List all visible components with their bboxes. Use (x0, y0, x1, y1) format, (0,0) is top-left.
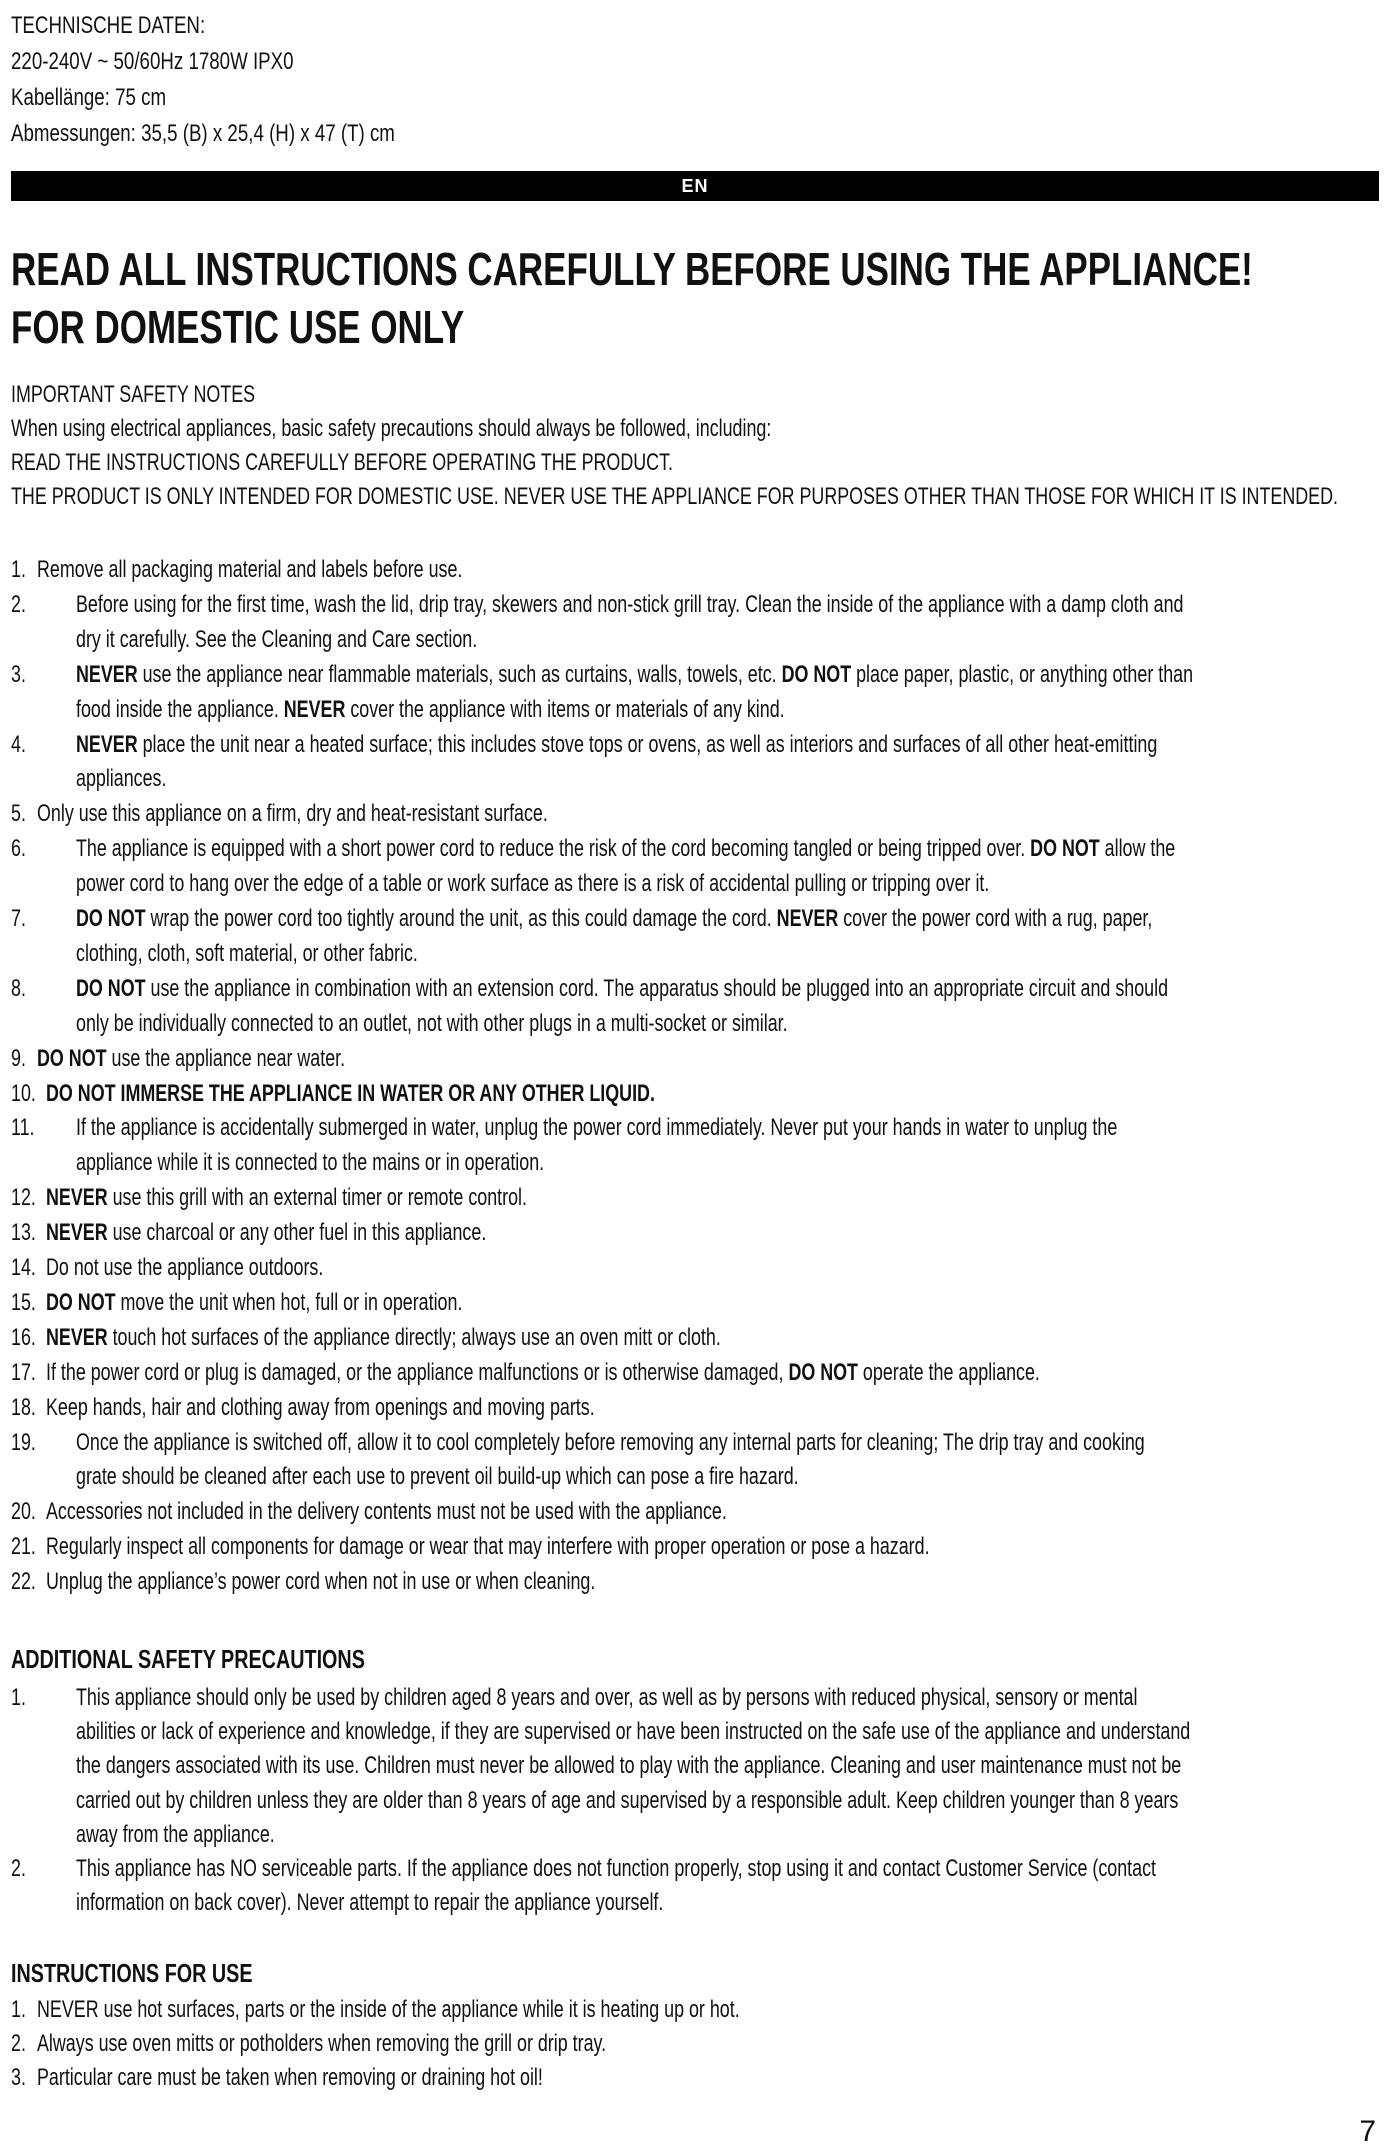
additional-title: ADDITIONAL SAFETY PRECAUTIONS (11, 1644, 365, 1674)
list-item-number: 2. (11, 2030, 26, 2057)
body-text: Keep hands, hair and clothing away from openings and moving parts. (46, 1393, 595, 1421)
emphasis-text: DO NOT (46, 1288, 116, 1316)
list-item-line (46, 1180, 527, 1215)
list-item-line (46, 1494, 727, 1529)
emphasis-text: DO NOT (76, 905, 146, 932)
list-item-line (37, 2026, 606, 2061)
body-text: abilities or lack of experience and knowledge, if they are supervised or have been instructed on the safe use of the appliance and understand (76, 1718, 1191, 1746)
list-item-number: 15. (11, 1288, 36, 1316)
list-item-line (76, 1885, 663, 1920)
list-item-number: 1. (11, 1684, 26, 1711)
list-item-number: 3. (11, 2064, 26, 2091)
body-text: Once the appliance is switched off, allow it to cool completely before removing any internal parts for cleaning; The drip tray and cooking (76, 1428, 1145, 1456)
list-item-line (37, 552, 462, 587)
list-item-line (76, 1006, 788, 1041)
list-item-number: 1. (11, 556, 26, 583)
body-text: information on back cover). Never attempt to repair the appliance yourself. (76, 1889, 664, 1917)
body-text: move the unit when hot, full or in operation. (115, 1288, 463, 1316)
emphasis-text: DO NOT IMMERSE THE APPLIANCE IN WATER OR ANY OTHER LIQUID. (46, 1079, 655, 1107)
emphasis-text: DO NOT (781, 660, 852, 688)
headline-line2: FOR DOMESTIC USE ONLY (11, 301, 465, 353)
list-item-line (76, 831, 1175, 866)
list-item-line (46, 1564, 595, 1599)
body-text: use the appliance near flammable materials, such as curtains, walls, towels, etc. (137, 660, 782, 688)
list-item-line (46, 1390, 595, 1425)
emphasis-text: NEVER (76, 660, 138, 688)
list-item-number: 10. (11, 1079, 36, 1107)
body-text: operate the appliance. (857, 1358, 1040, 1386)
intro-title: IMPORTANT SAFETY NOTES (11, 381, 256, 408)
body-text: place paper, plastic, or anything other than (851, 660, 1194, 688)
headline (11, 240, 1377, 356)
list-item-line (76, 1851, 1156, 1886)
list-item-number: 1. (11, 1996, 26, 2023)
list-item-number: 5. (11, 800, 26, 828)
list-item-line (46, 1076, 655, 1111)
list-item-line (76, 1783, 1178, 1818)
list-item-number: 4. (11, 730, 26, 758)
body-text: Only use this appliance on a firm, dry and heat-resistant surface. (37, 800, 548, 828)
page-number: 7 (1359, 2115, 1376, 2148)
tech-dimensions: Abmessungen: 35,5 (B) x 25,4 (H) x 47 (T) cm (11, 120, 395, 147)
list-item-number: 7. (11, 905, 26, 932)
list-item-line (76, 1425, 1145, 1460)
language-bar (11, 171, 1379, 201)
intro (11, 378, 1377, 514)
emphasis-text: DO NOT (1030, 835, 1100, 863)
list-item-number: 14. (11, 1254, 36, 1281)
list-item-line (76, 692, 785, 727)
list-item-number: 3. (11, 660, 26, 688)
list-item-line (37, 1992, 740, 2027)
body-text: This appliance has NO serviceable parts. If the appliance does not function properly, stop using it and contact Customer Service (contact (76, 1855, 1156, 1882)
list-item-line (46, 1215, 486, 1250)
body-text: use the appliance in combination with an extension cord. The apparatus should be plugged into an appropriate circuit and should (145, 974, 1169, 1002)
list-item-number: 21. (11, 1533, 36, 1561)
emphasis-text: NEVER (46, 1219, 108, 1247)
emphasis-text: NEVER (46, 1323, 108, 1351)
list-item-line (76, 1110, 1117, 1145)
list-item-line (76, 761, 166, 796)
list-item-line (37, 796, 548, 831)
emphasis-text: NEVER (776, 905, 839, 932)
list-item-line (37, 2060, 543, 2095)
body-text: the dangers associated with its use. Children must never be allowed to play with the appliance. Cleaning and user maintenance must not be (76, 1752, 1182, 1780)
body-text: Always use oven mitts or potholders when removing the grill or drip tray. (37, 2030, 607, 2057)
body-text: If the appliance is accidentally submerged in water, unplug the power cord immediately. Never put your hands in water to unplug the (76, 1114, 1118, 1142)
tech-data (11, 8, 1377, 152)
intro-line3: THE PRODUCT IS ONLY INTENDED FOR DOMESTIC USE. NEVER USE THE APPLIANCE FOR PURPOSES OTHER THAN THOSE FOR WHICH IT IS INTENDED. (11, 483, 1338, 510)
body-text: Particular care must be taken when removing or draining hot oil! (37, 2064, 543, 2091)
list-item-line (76, 1748, 1181, 1783)
body-text: food inside the appliance. (76, 695, 284, 723)
emphasis-text: NEVER (46, 1184, 108, 1212)
list-item-line (76, 1145, 544, 1180)
list-item-number: 9. (11, 1044, 26, 1072)
body-text: Remove all packaging material and labels before use. (37, 556, 463, 583)
emphasis-text: NEVER (283, 695, 346, 723)
emphasis-text: DO NOT (37, 1044, 107, 1072)
list-item-line (76, 1680, 1137, 1715)
body-text: NEVER use hot surfaces, parts or the inside of the appliance while it is heating up or hot. (37, 1996, 740, 2023)
body-text: only be individually connected to an outlet, not with other plugs in a multi-socket or similar. (76, 1009, 788, 1037)
list-item-number: 20. (11, 1498, 36, 1526)
intro-line1: When using electrical appliances, basic safety precautions should always be followed, including: (11, 415, 772, 442)
body-text: touch hot surfaces of the appliance directly; always use an oven mitt or cloth. (107, 1323, 721, 1351)
list-item-line (76, 1714, 1190, 1749)
list-item-line (76, 866, 989, 901)
usage-title: INSTRUCTIONS FOR USE (11, 1958, 253, 1988)
list-item-line (76, 1817, 275, 1852)
list-item-line (76, 622, 477, 657)
body-text: use charcoal or any other fuel in this appliance. (107, 1219, 487, 1247)
list-item-line (76, 587, 1183, 622)
body-text: Before using for the first time, wash the lid, drip tray, skewers and non-stick grill tray. Clean the inside of the appliance with a damp cloth and (76, 590, 1184, 618)
body-text: grate should be cleaned after each use to prevent oil build-up which can pose a fire hazard. (76, 1463, 799, 1491)
body-text: wrap the power cord too tightly around the unit, as this could damage the cord. (145, 905, 777, 932)
list-item-line (46, 1250, 323, 1285)
tech-heading: TECHNISCHE DATEN: (11, 12, 206, 39)
language-label: EN (681, 175, 709, 196)
list-item-number: 2. (11, 1855, 26, 1882)
tech-cable: Kabellänge: 75 cm (11, 84, 167, 111)
intro-line2: READ THE INSTRUCTIONS CAREFULLY BEFORE OPERATING THE PRODUCT. (11, 449, 673, 476)
emphasis-text: DO NOT (788, 1358, 858, 1386)
headline-line1: READ ALL INSTRUCTIONS CAREFULLY BEFORE USING THE APPLIANCE! (11, 243, 1253, 295)
list-item-number: 12. (11, 1184, 36, 1212)
list-item-line (76, 727, 1157, 762)
list-item-number: 13. (11, 1219, 36, 1247)
list-item-number: 6. (11, 835, 26, 863)
body-text: cover the power cord with a rug, paper, (838, 905, 1153, 932)
list-item-line (46, 1529, 930, 1564)
list-item-number: 18. (11, 1393, 36, 1421)
list-item-line (46, 1285, 462, 1320)
body-text: Unplug the appliance’s power cord when not in use or when cleaning. (46, 1568, 596, 1596)
list-item-line (76, 1459, 799, 1494)
body-text: This appliance should only be used by children aged 8 years and over, as well as by persons with reduced physical, sensory or mental (76, 1684, 1138, 1711)
list-item-number: 16. (11, 1323, 36, 1351)
list-item-line (76, 971, 1168, 1006)
body-text: Regularly inspect all components for damage or wear that may interfere with proper operation or pose a hazard. (46, 1533, 930, 1561)
list-item-number: 22. (11, 1568, 36, 1596)
list-item-line (37, 1041, 345, 1076)
body-text: If the power cord or plug is damaged, or the appliance malfunctions or is otherwise damaged, (46, 1358, 789, 1386)
list-item-number: 8. (11, 974, 26, 1002)
list-item-number: 11. (11, 1114, 35, 1142)
emphasis-text: DO NOT (76, 974, 146, 1002)
body-text: allow the (1099, 835, 1176, 863)
body-text: use this grill with an external timer or remote control. (107, 1184, 527, 1212)
body-text: away from the appliance. (76, 1820, 275, 1848)
list-item-line (46, 1320, 721, 1355)
body-text: dry it carefully. See the Cleaning and Care section. (76, 625, 478, 653)
body-text: Accessories not included in the delivery contents must not be used with the appliance. (46, 1498, 727, 1526)
list-item-number: 17. (11, 1358, 36, 1386)
body-text: use the appliance near water. (106, 1044, 346, 1072)
body-text: power cord to hang over the edge of a table or work surface as there is a risk of accidental pulling or tripping over it. (76, 870, 990, 898)
list-item-line (76, 936, 418, 971)
body-text: Do not use the appliance outdoors. (46, 1254, 324, 1281)
list-item-line (46, 1355, 1040, 1390)
list-item-line (76, 901, 1152, 936)
body-text: appliances. (76, 765, 167, 793)
body-text: clothing, cloth, soft material, or other fabric. (76, 939, 418, 967)
body-text: appliance while it is connected to the mains or in operation. (76, 1149, 545, 1177)
body-text: carried out by children unless they are older than 8 years of age and supervised by a responsible adult. Keep children younger than 8 years (76, 1786, 1179, 1814)
body-text: The appliance is equipped with a short power cord to reduce the risk of the cord becoming tangled or being tripped over. (76, 835, 1031, 863)
list-item-line (76, 657, 1193, 692)
body-text: place the unit near a heated surface; this includes stove tops or ovens, as well as interiors and surfaces of all other heat-emitting (137, 730, 1158, 758)
body-text: cover the appliance with items or materials of any kind. (345, 695, 785, 723)
list-item-number: 19. (11, 1428, 36, 1456)
emphasis-text: NEVER (76, 730, 138, 758)
tech-power: 220-240V ~ 50/60Hz 1780W IPX0 (11, 48, 294, 75)
list-item-number: 2. (11, 590, 26, 618)
